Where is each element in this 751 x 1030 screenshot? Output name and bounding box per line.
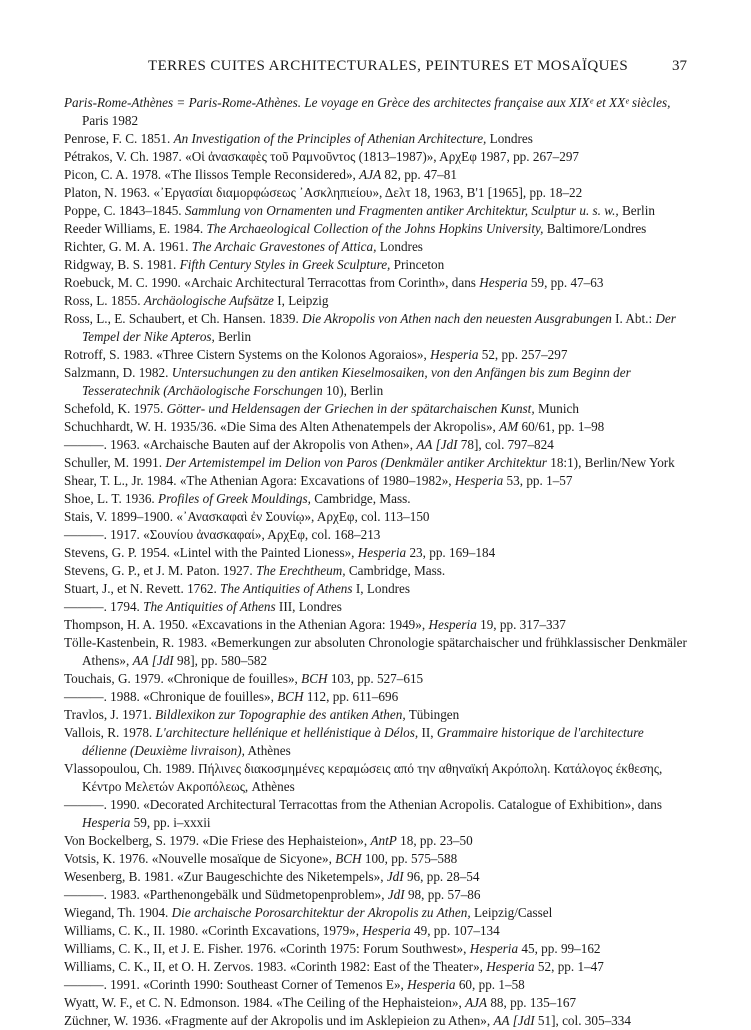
entry-text: 98], pp. 580–582: [173, 653, 268, 668]
entry-title-italic: Archäologische Aufsätze: [143, 293, 274, 308]
entry-text: Penrose, F. C. 1851.: [64, 131, 174, 146]
entry-text: 52, pp. 257–297: [478, 347, 568, 362]
entry-title-italic: Hesperia: [430, 347, 479, 362]
bibliography-entry: [64, 202, 690, 220]
entry-text: 88, pp. 135–167: [487, 995, 577, 1010]
entry-text: 78], col. 797–824: [457, 437, 554, 452]
entry-title-italic: Hesperia: [486, 959, 535, 974]
entry-text: Vlassopoulou, Ch. 1989. Πήλινες διακοσμημένες κεραμώσεις από την αθηναϊκή Ακρόπολη. Κατάλογος έκθεσης, Κέντρο Μελετών Ακροπόλεως, Athènes: [64, 761, 663, 794]
entry-text: 98, pp. 57–86: [404, 887, 481, 902]
entry-text: II,: [418, 725, 437, 740]
entry-text: ———. 1794.: [64, 599, 144, 614]
entry-title-italic: AJA: [465, 995, 488, 1010]
entry-text: 60/61, pp. 1–98: [518, 419, 605, 434]
entry-title-italic: BCH: [277, 689, 304, 704]
entry-text: Londres: [486, 131, 533, 146]
bibliography-entry: [64, 1012, 690, 1030]
entry-text: Munich: [534, 401, 579, 416]
entry-title-italic: Hesperia: [82, 815, 131, 830]
bibliography-entry: [64, 634, 690, 670]
entry-text: Londres: [376, 239, 423, 254]
entry-text: ———. 1917. «Σουνίου ἀνασκαφαί», ΑρχΕφ, col. 168–213: [64, 527, 381, 542]
entry-text: 82, pp. 47–81: [381, 167, 457, 182]
entry-text: Schuchhardt, W. H. 1935/36. «Die Sima des Alten Athenatempels der Akropolis»,: [64, 419, 500, 434]
bibliography-entry: [64, 796, 690, 832]
entry-text: Touchais, G. 1979. «Chronique de fouilles»,: [64, 671, 302, 686]
entry-title-italic: Bildlexikon zur Topographie des antiken Athen,: [155, 707, 406, 722]
entry-text: Berlin: [618, 203, 655, 218]
entry-text: Stais, V. 1899–1900. «᾿Ανασκαφαὶ ἐν Σουνίῳ», ΑρχΕφ, col. 113–150: [64, 509, 430, 524]
entry-text: Schuller, M. 1991.: [64, 455, 166, 470]
entry-text: Ross, L. 1855.: [64, 293, 144, 308]
entry-text: 100, pp. 575–588: [361, 851, 458, 866]
bibliography-entry: [64, 670, 690, 688]
entry-text: Wiegand, Th. 1904.: [64, 905, 172, 920]
entry-text: Ross, L., E. Schaubert, et Ch. Hansen. 1839.: [64, 311, 303, 326]
entry-text: Cambridge, Mass.: [310, 491, 411, 506]
bibliography-entry: [64, 418, 690, 436]
bibliography-entry: [64, 760, 690, 796]
entry-title-italic: AM: [499, 419, 519, 434]
running-title: TERRES CUITES ARCHITECTURALES, PEINTURES ET MOSAÏQUES: [148, 58, 629, 74]
entry-title-italic: Grammaire historique de l'architecture délienne (Deuxième livraison),: [82, 725, 644, 758]
bibliography-entry: [64, 616, 690, 634]
bibliography-entry: [64, 598, 690, 616]
bibliography-entry: [64, 310, 690, 346]
bibliography-entry: [64, 256, 690, 274]
entry-text: Stevens, G. P. 1954. «Lintel with the Painted Lioness»,: [64, 545, 358, 560]
entry-text: I. Abt.:: [611, 311, 656, 326]
bibliography-entry: [64, 526, 690, 544]
entry-text: 59, pp. i–xxxii: [130, 815, 211, 830]
entry-text: Paris 1982: [82, 113, 139, 128]
entry-text: Ridgway, B. S. 1981.: [64, 257, 180, 272]
entry-title-italic: AJA: [359, 167, 382, 182]
bibliography-entry: [64, 148, 690, 166]
entry-text: Schefold, K. 1975.: [64, 401, 167, 416]
entry-title-italic: Sammlung von Ornamenten und Fragmenten antiker Architektur, Sculptur u. s. w.,: [184, 203, 619, 218]
bibliography-entry: [64, 274, 690, 292]
entry-text: Leipzig/Cassel: [470, 905, 553, 920]
bibliography-entry: [64, 130, 690, 148]
entry-text: 96, pp. 28–54: [403, 869, 480, 884]
bibliography-entry: [64, 868, 690, 886]
entry-text: ———. 1983. «Parthenongebälk und Südmetopenproblem»,: [64, 887, 388, 902]
entry-title-italic: AA [JdI: [132, 653, 174, 668]
bibliography-entry: [64, 580, 690, 598]
entry-text: Platon, N. 1963. «᾿Εργασίαι διαμορφώσεως ᾿Ασκληπιείου», Δελτ 18, 1963, Β'1 [1965], pp. 18–22: [64, 185, 583, 200]
entry-title-italic: Hesperia: [454, 473, 504, 488]
entry-title-italic: AA [JdI: [493, 1013, 535, 1028]
entry-text: 10), Berlin: [322, 383, 384, 398]
entry-title-italic: Die archaische Porosarchitektur der Akropolis zu Athen,: [171, 905, 471, 920]
entry-text: Shoe, L. T. 1936.: [64, 491, 159, 506]
entry-title-italic: The Archaic Gravestones of Attica,: [191, 239, 377, 254]
bibliography-entry: [64, 292, 690, 310]
bibliography-entry: [64, 184, 690, 202]
entry-text: 45, pp. 99–162: [518, 941, 601, 956]
bibliography-entry: [64, 688, 690, 706]
entry-text: Williams, C. K., II, et O. H. Zervos. 1983. «Corinth 1982: East of the Theater»,: [64, 959, 487, 974]
entry-text: Tübingen: [405, 707, 460, 722]
entry-title-italic: JdI: [386, 869, 404, 884]
entry-text: Picon, C. A. 1978. «The Ilissos Temple Reconsidered»,: [64, 167, 360, 182]
entry-text: Wesenberg, B. 1981. «Zur Baugeschichte des Niketempels»,: [64, 869, 387, 884]
entry-text: Salzmann, D. 1982.: [64, 365, 172, 380]
entry-title-italic: Hesperia: [428, 617, 477, 632]
entry-title-italic: The Antiquities of Athens: [220, 581, 353, 596]
entry-title-italic: JdI: [387, 887, 405, 902]
entry-text: Williams, C. K., II, et J. E. Fisher. 1976. «Corinth 1975: Forum Southwest»,: [64, 941, 470, 956]
entry-text: 59, pp. 47–63: [527, 275, 604, 290]
entry-title-italic: Der Artemistempel im Delion von Paros (Denkmäler antiker Architektur: [165, 455, 547, 470]
entry-text: 23, pp. 169–184: [406, 545, 496, 560]
bibliography-entry: [64, 904, 690, 922]
entry-text: I, Londres: [352, 581, 411, 596]
entry-text: Poppe, C. 1843–1845.: [64, 203, 185, 218]
entry-text: Cambridge, Mass.: [345, 563, 446, 578]
bibliography-entry: [64, 958, 690, 976]
bibliography-entry: [64, 508, 690, 526]
entry-title-italic: Hesperia: [357, 545, 407, 560]
entry-text: Roebuck, M. C. 1990. «Archaic Architectural Terracottas from Corinth», dans: [64, 275, 480, 290]
entry-text: Wyatt, W. F., et C. N. Edmonson. 1984. «The Ceiling of the Hephaisteion»,: [64, 995, 466, 1010]
bibliography-entry: [64, 364, 690, 400]
entry-text: 18:1), Berlin/New York: [546, 455, 675, 470]
bibliography-entry: [64, 166, 690, 184]
bibliography-entry: [64, 562, 690, 580]
entry-text: Votsis, K. 1976. «Nouvelle mosaïque de Sicyone»,: [64, 851, 336, 866]
entry-title-italic: Hesperia: [479, 275, 528, 290]
bibliography-entry: [64, 994, 690, 1012]
entry-text: ———. 1991. «Corinth 1990: Southeast Corner of Temenos E»,: [64, 977, 408, 992]
bibliography-list: [64, 94, 690, 1030]
entry-text: ———. 1988. «Chronique de fouilles»,: [64, 689, 278, 704]
entry-text: Shear, T. L., Jr. 1984. «The Athenian Agora: Excavations of 1980–1982»,: [64, 473, 455, 488]
running-header: [0, 58, 751, 80]
entry-title-italic: L'architecture hellénique et hellénistique à Délos,: [155, 725, 419, 740]
entry-text: Richter, G. M. A. 1961.: [64, 239, 192, 254]
entry-text: 52, pp. 1–47: [534, 959, 604, 974]
entry-title-italic: Hesperia: [362, 923, 411, 938]
entry-text: Athènes: [244, 743, 291, 758]
entry-text: ———. 1990. «Decorated Architectural Terracottas from the Athenian Acropolis. Catalogue of Exhibition», dans: [64, 797, 662, 812]
entry-text: 18, pp. 23–50: [396, 833, 473, 848]
entry-text: 103, pp. 527–615: [327, 671, 424, 686]
entry-title-italic: AntP: [370, 833, 397, 848]
entry-text: Von Bockelberg, S. 1979. «Die Friese des Hephaisteion»,: [64, 833, 371, 848]
entry-text: Rotroff, S. 1983. «Three Cistern Systems on the Kolonos Agoraios»,: [64, 347, 431, 362]
entry-text: Stuart, J., et N. Revett. 1762.: [64, 581, 221, 596]
entry-title-italic: Die Akropolis von Athen nach den neuesten Ausgrabungen: [302, 311, 612, 326]
entry-text: Reeder Williams, E. 1984.: [64, 221, 207, 236]
bibliography-entry: [64, 220, 690, 238]
entry-text: Vallois, R. 1978.: [64, 725, 156, 740]
entry-title-italic: BCH: [335, 851, 362, 866]
bibliography-entry: [64, 400, 690, 418]
bibliography-entry: [64, 472, 690, 490]
bibliography-entry: [64, 886, 690, 904]
entry-text: ———. 1963. «Archaische Bauten auf der Akropolis von Athen»,: [64, 437, 417, 452]
entry-title-italic: Fifth Century Styles in Greek Sculpture,: [179, 257, 391, 272]
entry-title-italic: An Investigation of the Principles of Athenian Architecture,: [173, 131, 487, 146]
entry-text: I, Leipzig: [273, 293, 329, 308]
entry-title-italic: AA [JdI: [416, 437, 458, 452]
entry-text: 112, pp. 611–696: [303, 689, 399, 704]
entry-text: Stevens, G. P., et J. M. Paton. 1927.: [64, 563, 256, 578]
bibliography-entry: [64, 436, 690, 454]
entry-title-italic: The Archaeological Collection of the Johns Hopkins University,: [206, 221, 544, 236]
bibliography-entry: [64, 94, 690, 130]
entry-text: Travlos, J. 1971.: [64, 707, 156, 722]
entry-text: Princeton: [390, 257, 445, 272]
bibliography-entry: [64, 238, 690, 256]
entry-title-italic: Götter- und Heldensagen der Griechen in der spätarchaischen Kunst,: [166, 401, 535, 416]
page-number: 37: [672, 58, 687, 74]
entry-text: Tölle-Kastenbein, R. 1983. «Bemerkungen zur absoluten Chronologie spätarchaischer und frühklassischer Denkmäler Athens»,: [64, 635, 687, 668]
entry-text: 53, pp. 1–57: [503, 473, 573, 488]
entry-text: Williams, C. K., II. 1980. «Corinth Excavations, 1979»,: [64, 923, 363, 938]
entry-text: Pétrakos, V. Ch. 1987. «Οἱ ἀνασκαφὲς τοῦ Ραμνοῦντος (1813–1987)», ΑρχΕφ 1987, pp. 267–297: [64, 149, 580, 164]
entry-title-italic: Hesperia: [469, 941, 519, 956]
bibliography-entry: [64, 346, 690, 364]
entry-text: Baltimore/Londres: [543, 221, 647, 236]
entry-title-italic: Paris-Rome-Athènes = Paris-Rome-Athènes. Le voyage en Grèce des architectes française aux XIXᵉ et XXᵉ siècles,: [64, 95, 671, 110]
entry-text: 19, pp. 317–337: [476, 617, 566, 632]
entry-text: III, Londres: [275, 599, 342, 614]
entry-text: Thompson, H. A. 1950. «Excavations in the Athenian Agora: 1949»,: [64, 617, 429, 632]
entry-title-italic: The Erechtheum,: [255, 563, 346, 578]
bibliography-entry: [64, 850, 690, 868]
entry-text: Züchner, W. 1936. «Fragmente auf der Akropolis und im Asklepieion zu Athen»,: [64, 1013, 494, 1028]
entry-text: 51], col. 305–334: [534, 1013, 631, 1028]
entry-text: 49, pp. 107–134: [410, 923, 500, 938]
entry-title-italic: BCH: [301, 671, 328, 686]
bibliography-entry: [64, 922, 690, 940]
bibliography-entry: [64, 706, 690, 724]
bibliography-entry: [64, 454, 690, 472]
bibliography-entry: [64, 940, 690, 958]
entry-text: 60, pp. 1–58: [455, 977, 525, 992]
entry-title-italic: Untersuchungen zu den antiken Kieselmosaiken, von den Anfängen bis zum Beginn der Tesseratechnik (Archäologische Forschungen: [82, 365, 631, 398]
bibliography-entry: [64, 544, 690, 562]
entry-title-italic: Der Tempel der Nike Apteros,: [82, 311, 676, 344]
entry-text: Berlin: [214, 329, 252, 344]
bibliography-entry: [64, 490, 690, 508]
bibliography-entry: [64, 976, 690, 994]
bibliography-entry: [64, 724, 690, 760]
entry-title-italic: The Antiquities of Athens: [143, 599, 276, 614]
bibliography-entry: [64, 832, 690, 850]
entry-title-italic: Hesperia: [407, 977, 456, 992]
entry-title-italic: Profiles of Greek Mouldings,: [158, 491, 311, 506]
